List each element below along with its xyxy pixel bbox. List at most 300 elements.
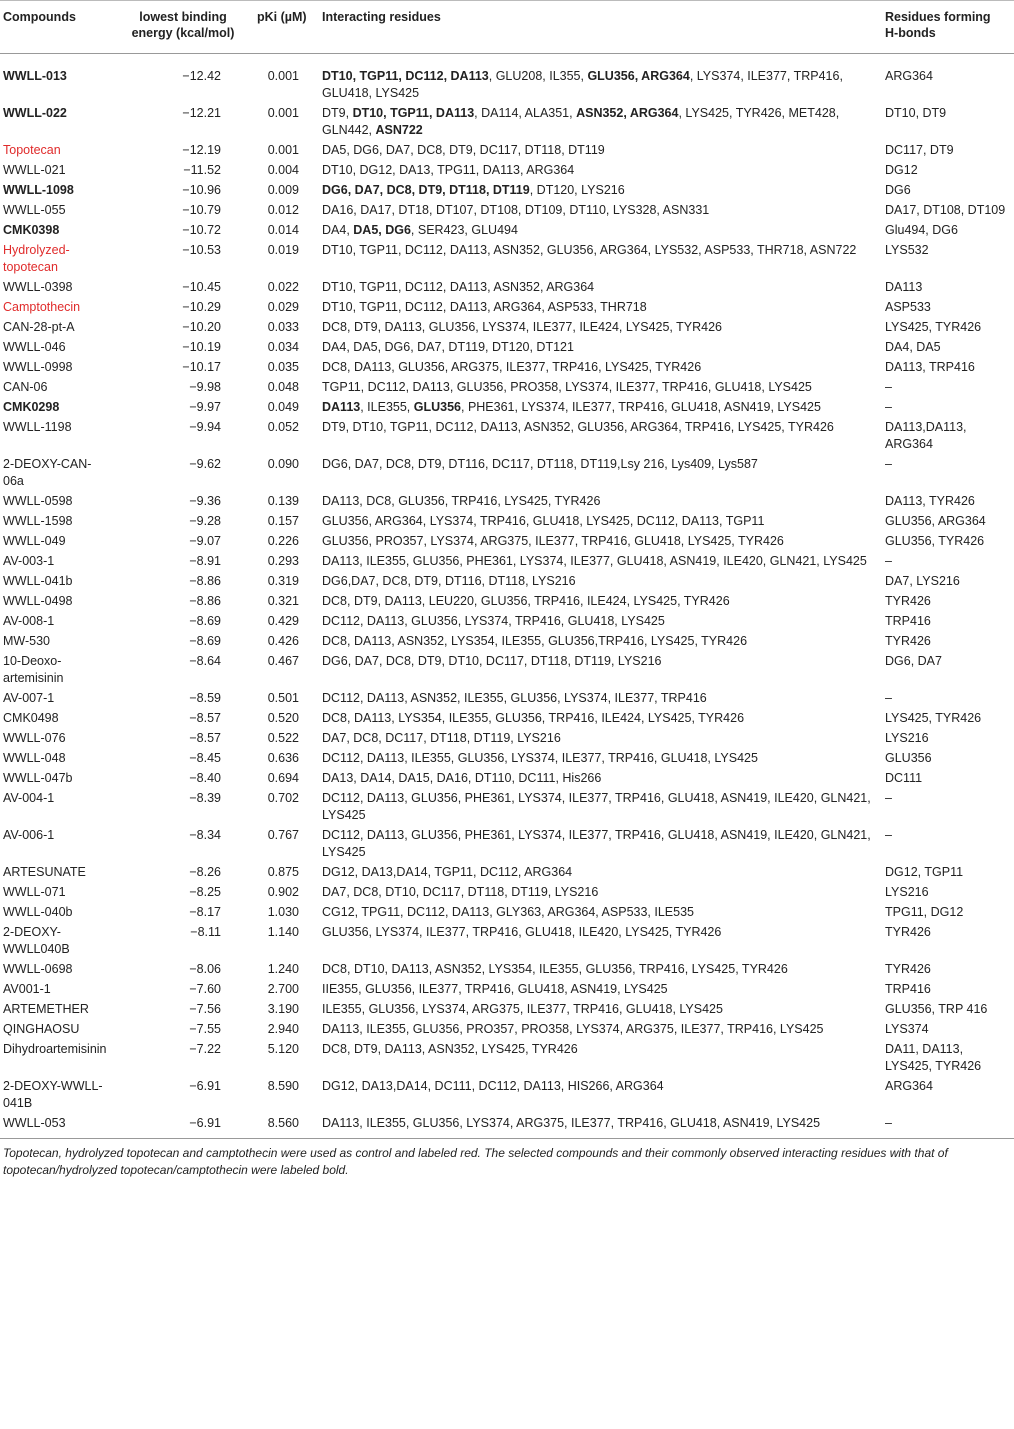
interacting-residues xyxy=(319,199,882,219)
compound-name: WWLL-046 xyxy=(3,340,66,354)
interacting-residues xyxy=(319,239,882,276)
table-row xyxy=(0,881,1014,901)
header-pki: pKi (µM) xyxy=(254,1,319,54)
compound-name: WWLL-0498 xyxy=(3,594,73,608)
pki-value: 0.019 xyxy=(267,243,299,257)
table-header xyxy=(0,1,1014,54)
binding-energy: −7.22 xyxy=(189,1042,221,1056)
binding-energy: −9.28 xyxy=(189,514,221,528)
binding-energy: −8.17 xyxy=(189,905,221,919)
table-row xyxy=(0,1018,1014,1038)
table-row xyxy=(0,590,1014,610)
residue-segment: DC8, DA113, ASN352, LYS354, ILE355, GLU356,TRP416, LYS425, TYR426 xyxy=(322,634,748,648)
pki-value: 0.001 xyxy=(267,106,299,120)
table-row xyxy=(0,219,1014,239)
residue-segment: GLU356, LYS374, ILE377, TRP416, GLU418, ILE420, LYS425, TYR426 xyxy=(322,925,722,939)
table-row xyxy=(0,958,1014,978)
compound-name: WWLL-048 xyxy=(3,751,66,765)
residue-segment: DC112, DA113, GLU356, PHE361, LYS374, ILE377, TRP416, GLU418, ASN419, ILE420, GLN421, LYS425 xyxy=(322,791,871,822)
hbond-residues: DA11, DA113, LYS425, TYR426 xyxy=(885,1042,982,1073)
residue-segment: DT10, TGP11, DC112, DA113, ASN352, ARG364 xyxy=(322,280,595,294)
table-footnote: Topotecan, hydrolyzed topotecan and camptothecin were used as control and labeled red. The selected compounds and their commonly observed interacting residues with that of topotecan/hydrolyzed topotecan/camptothecin were labeled bold. xyxy=(3,1146,948,1177)
residue-segment-bold: ASN352, ARG364 xyxy=(576,106,679,120)
compound-name: CMK0498 xyxy=(3,711,59,725)
residue-segment-bold: DT10, TGP11, DC112, DA113 xyxy=(322,69,489,83)
residue-segment: DC8, DA113, LYS354, ILE355, GLU356, TRP416, ILE424, LYS425, TYR426 xyxy=(322,711,745,725)
binding-energy: −10.53 xyxy=(182,243,221,257)
pki-value: 0.767 xyxy=(267,828,299,842)
interacting-residues xyxy=(319,881,882,901)
compound-name: Topotecan xyxy=(3,143,61,157)
residue-segment: DA113, DC8, GLU356, TRP416, LYS425, TYR426 xyxy=(322,494,601,508)
hbond-residues: LYS532 xyxy=(885,243,929,257)
pki-value: 2.700 xyxy=(267,982,299,996)
interacting-residues xyxy=(319,767,882,787)
interacting-residues xyxy=(319,396,882,416)
residue-segment: , DT120, LYS216 xyxy=(529,183,625,197)
table-row xyxy=(0,396,1014,416)
compound-name: AV-008-1 xyxy=(3,614,55,628)
hbond-residues: – xyxy=(885,400,892,414)
table-body xyxy=(0,54,1014,1139)
compound-name: AV-004-1 xyxy=(3,791,55,805)
table-row xyxy=(0,787,1014,824)
pki-value: 3.190 xyxy=(267,1002,299,1016)
header-compounds: Compounds xyxy=(0,1,112,54)
binding-energy: −10.45 xyxy=(182,280,221,294)
compound-name: WWLL-1198 xyxy=(3,420,72,434)
binding-energy: −8.39 xyxy=(189,791,221,805)
interacting-residues xyxy=(319,356,882,376)
residue-segment: , PHE361, LYS374, ILE377, TRP416, GLU418, ASN419, LYS425 xyxy=(461,400,821,414)
pki-value: 0.319 xyxy=(267,574,299,588)
interacting-residues xyxy=(319,727,882,747)
residue-segment: DT10, DG12, DA13, TPG11, DA113, ARG364 xyxy=(322,163,575,177)
residue-segment: , DA114, ALA351, xyxy=(474,106,577,120)
pki-value: 0.033 xyxy=(267,320,299,334)
binding-energy: −8.34 xyxy=(189,828,221,842)
hbond-residues: DA17, DT108, DT109 xyxy=(885,203,1006,217)
residue-segment: DG6,DA7, DC8, DT9, DT116, DT118, LYS216 xyxy=(322,574,576,588)
residue-segment-bold: GLU356 xyxy=(413,400,461,414)
hbond-residues: – xyxy=(885,828,892,842)
compound-name: Dihydroartemisinin xyxy=(3,1042,107,1056)
interacting-residues xyxy=(319,139,882,159)
hbond-residues: DA113, TYR426 xyxy=(885,494,975,508)
hbond-residues: DT10, DT9 xyxy=(885,106,947,120)
binding-energy: −8.06 xyxy=(189,962,221,976)
hbond-residues: GLU356, ARG364 xyxy=(885,514,986,528)
table-row xyxy=(0,861,1014,881)
hbond-residues: – xyxy=(885,691,892,705)
table-row xyxy=(0,139,1014,159)
table-row xyxy=(0,650,1014,687)
compound-name: Hydrolyzed-topotecan xyxy=(3,243,70,274)
table-row xyxy=(0,1038,1014,1075)
interacting-residues xyxy=(319,707,882,727)
pki-value: 0.052 xyxy=(267,420,299,434)
interacting-residues xyxy=(319,550,882,570)
hbond-residues: LYS374 xyxy=(885,1022,929,1036)
pki-value: 0.035 xyxy=(267,360,299,374)
pki-value: 0.429 xyxy=(267,614,299,628)
interacting-residues xyxy=(319,1018,882,1038)
hbond-residues: DA4, DA5 xyxy=(885,340,941,354)
hbond-residues: GLU356, TYR426 xyxy=(885,534,985,548)
residue-segment-bold: DA5, DG6 xyxy=(353,223,411,237)
binding-energy: −9.36 xyxy=(189,494,221,508)
binding-energy: −7.56 xyxy=(189,1002,221,1016)
pki-value: 0.702 xyxy=(267,791,299,805)
interacting-residues xyxy=(319,179,882,199)
hbond-residues: ARG364 xyxy=(885,69,933,83)
compound-name: QINGHAOSU xyxy=(3,1022,80,1036)
compound-name: AV-007-1 xyxy=(3,691,55,705)
table-row xyxy=(0,921,1014,958)
residue-segment: DC112, DA113, GLU356, LYS374, TRP416, GLU418, LYS425 xyxy=(322,614,665,628)
binding-energy: −12.42 xyxy=(182,69,221,83)
binding-energy: −10.19 xyxy=(182,340,221,354)
residue-segment: TGP11, DC112, DA113, GLU356, PRO358, LYS374, ILE377, TRP416, GLU418, LYS425 xyxy=(322,380,812,394)
interacting-residues xyxy=(319,610,882,630)
residue-segment: DG12, DA13,DA14, TGP11, DC112, ARG364 xyxy=(322,865,573,879)
binding-energy: −6.91 xyxy=(112,1112,254,1139)
table-row xyxy=(0,901,1014,921)
residue-segment: DC8, DT9, DA113, GLU356, LYS374, ILE377, ILE424, LYS425, TYR426 xyxy=(322,320,723,334)
binding-energy: −10.17 xyxy=(182,360,221,374)
pki-value: 0.009 xyxy=(267,183,299,197)
table-row xyxy=(0,687,1014,707)
residue-segment: DG6, DA7, DC8, DT9, DT10, DC117, DT118, DT119, LYS216 xyxy=(322,654,662,668)
pki-value: 0.139 xyxy=(267,494,299,508)
binding-energy: −9.97 xyxy=(189,400,221,414)
hbond-residues: TYR426 xyxy=(885,594,931,608)
hbond-residues: DA113,DA113, ARG364 xyxy=(885,420,967,451)
interacting-residues xyxy=(319,54,882,103)
hbond-residues: DG12, TGP11 xyxy=(885,865,964,879)
pki-value: 0.014 xyxy=(267,223,299,237)
binding-energy: −8.57 xyxy=(189,731,221,745)
table-row xyxy=(0,727,1014,747)
binding-energy: −9.62 xyxy=(189,457,221,471)
table-row xyxy=(0,376,1014,396)
interacting-residues xyxy=(319,570,882,590)
table-row xyxy=(0,102,1014,139)
residue-segment: DC112, DA113, ASN352, ILE355, GLU356, LYS374, ILE377, TRP416 xyxy=(322,691,707,705)
binding-energy: −10.72 xyxy=(182,223,221,237)
hbond-residues: DG12 xyxy=(885,163,918,177)
hbond-residues: DC117, DT9 xyxy=(885,143,954,157)
header-hbond-residues: Residues forming H-bonds xyxy=(882,1,1014,54)
interacting-residues xyxy=(319,978,882,998)
table-row xyxy=(0,630,1014,650)
pki-value: 0.001 xyxy=(267,143,299,157)
residue-segment-bold: GLU356, ARG364 xyxy=(587,69,690,83)
hbond-residues: TYR426 xyxy=(885,925,931,939)
compound-name: ARTEMETHER xyxy=(3,1002,89,1016)
residue-segment: , LYS374, ILE377, TRP416, GLU418, LYS425 xyxy=(322,69,843,100)
residue-segment-bold: ASN722 xyxy=(375,123,423,137)
pki-value: 0.090 xyxy=(267,457,299,471)
binding-energy: −8.11 xyxy=(190,925,221,939)
binding-energy: −8.69 xyxy=(189,634,221,648)
table-row xyxy=(0,453,1014,490)
binding-energy: −10.29 xyxy=(182,300,221,314)
pki-value: 1.140 xyxy=(267,925,299,939)
hbond-residues: ASP533 xyxy=(885,300,931,314)
pki-value: 0.636 xyxy=(267,751,299,765)
hbond-residues: DA113 xyxy=(885,280,923,294)
pki-value: 0.001 xyxy=(267,69,299,83)
residue-segment: DA4, xyxy=(322,223,354,237)
hbond-residues: – xyxy=(885,554,892,568)
residue-segment: DA13, DA14, DA15, DA16, DT110, DC111, His266 xyxy=(322,771,602,785)
interacting-residues xyxy=(319,510,882,530)
binding-energy: −12.21 xyxy=(182,106,221,120)
table-row xyxy=(0,159,1014,179)
compound-name: 2-DEOXY-CAN-06a xyxy=(3,457,92,488)
compound-name: WWLL-0998 xyxy=(3,360,73,374)
compound-name: WWLL-1598 xyxy=(3,514,73,528)
pki-value: 0.029 xyxy=(267,300,299,314)
residue-segment: DT9, DT10, TGP11, DC112, DA113, ASN352, GLU356, ARG364, TRP416, LYS425, TYR426 xyxy=(322,420,834,434)
compound-name: WWLL-0698 xyxy=(3,962,73,976)
interacting-residues xyxy=(319,958,882,978)
binding-energy: −10.96 xyxy=(182,183,221,197)
binding-energy: −12.19 xyxy=(182,143,221,157)
compound-name: WWLL-022 xyxy=(3,106,67,120)
table-row xyxy=(0,1075,1014,1112)
table-row xyxy=(0,747,1014,767)
residue-segment: , GLU208, IL355, xyxy=(488,69,588,83)
binding-energy: −7.60 xyxy=(189,982,221,996)
binding-energy: −8.45 xyxy=(189,751,221,765)
hbond-residues: GLU356 xyxy=(885,751,932,765)
hbond-residues: DG6 xyxy=(885,183,911,197)
pki-value: 0.293 xyxy=(267,554,299,568)
residue-segment: GLU356, ARG364, LYS374, TRP416, GLU418, LYS425, DC112, DA113, TGP11 xyxy=(322,514,765,528)
hbond-residues: LYS216 xyxy=(885,731,929,745)
hbond-residues: TYR426 xyxy=(885,962,931,976)
binding-energy: −7.55 xyxy=(189,1022,221,1036)
compound-name: CAN-06 xyxy=(3,380,48,394)
header-interacting-residues: Interacting residues xyxy=(319,1,882,54)
compound-name: AV001-1 xyxy=(3,982,51,996)
pki-value: 0.321 xyxy=(267,594,299,608)
interacting-residues xyxy=(319,1075,882,1112)
residue-segment: CG12, TPG11, DC112, DA113, GLY363, ARG364, ASP533, ILE535 xyxy=(322,905,694,919)
residue-segment: DA5, DG6, DA7, DC8, DT9, DC117, DT118, DT119 xyxy=(322,143,605,157)
residue-segment: DA113, ILE355, GLU356, PHE361, LYS374, ILE377, GLU418, ASN419, ILE420, GLN421, LYS425 xyxy=(322,554,867,568)
binding-energy: −8.69 xyxy=(189,614,221,628)
residue-segment: DC8, DA113, GLU356, ARG375, ILE377, TRP416, LYS425, TYR426 xyxy=(322,360,702,374)
compound-name: CMK0398 xyxy=(3,223,60,237)
compound-name: 10-Deoxo-artemisinin xyxy=(3,654,64,685)
binding-energy: −8.57 xyxy=(189,711,221,725)
residue-segment: GLU356, PRO357, LYS374, ARG375, ILE377, TRP416, GLU418, LYS425, TYR426 xyxy=(322,534,784,548)
binding-energy: −11.52 xyxy=(183,163,221,177)
compound-name: CMK0298 xyxy=(3,400,60,414)
interacting-residues xyxy=(319,787,882,824)
table-row xyxy=(0,767,1014,787)
hbond-residues: LYS425, TYR426 xyxy=(885,320,982,334)
table-row xyxy=(0,530,1014,550)
compound-name: WWLL-053 xyxy=(0,1112,112,1139)
residue-segment-bold: DT10, TGP11, DA113 xyxy=(352,106,475,120)
pki-value: 8.560 xyxy=(254,1112,319,1139)
hbond-residues: LYS216 xyxy=(885,885,929,899)
interacting-residues xyxy=(319,102,882,139)
residue-segment: DC8, DT10, DA113, ASN352, LYS354, ILE355, GLU356, TRP416, LYS425, TYR426 xyxy=(322,962,788,976)
hbond-residues: GLU356, TRP 416 xyxy=(885,1002,988,1016)
binding-energy: −9.94 xyxy=(189,420,221,434)
interacting-residues xyxy=(319,687,882,707)
pki-value: 0.522 xyxy=(267,731,299,745)
compound-name: Camptothecin xyxy=(3,300,81,314)
table-row xyxy=(0,510,1014,530)
compound-name: WWLL-040b xyxy=(3,905,73,919)
compound-name: AV-006-1 xyxy=(3,828,55,842)
residue-segment: , ILE355, xyxy=(360,400,414,414)
pki-value: 0.049 xyxy=(267,400,299,414)
header-binding-energy: lowest binding energy (kcal/mol) xyxy=(112,1,254,54)
interacting-residues xyxy=(319,1112,882,1139)
compound-name: WWLL-0398 xyxy=(3,280,73,294)
compound-name: AV-003-1 xyxy=(3,554,55,568)
interacting-residues xyxy=(319,650,882,687)
hbond-residues: – xyxy=(885,791,892,805)
hbond-residues: LYS425, TYR426 xyxy=(885,711,982,725)
binding-energy: −8.86 xyxy=(189,594,221,608)
table-row xyxy=(0,296,1014,316)
pki-value: 0.694 xyxy=(267,771,299,785)
residue-segment: DC8, DT9, DA113, ASN352, LYS425, TYR426 xyxy=(322,1042,578,1056)
table-row xyxy=(0,239,1014,276)
interacting-residues xyxy=(319,901,882,921)
residue-segment: DC8, DT9, DA113, LEU220, GLU356, TRP416, ILE424, LYS425, TYR426 xyxy=(322,594,730,608)
pki-value: 0.520 xyxy=(267,711,299,725)
interacting-residues xyxy=(319,490,882,510)
table-row xyxy=(0,336,1014,356)
interacting-residues xyxy=(319,530,882,550)
compound-name: WWLL-041b xyxy=(3,574,73,588)
compound-name: WWLL-021 xyxy=(3,163,66,177)
interacting-residues xyxy=(319,921,882,958)
residue-segment: , SER423, GLU494 xyxy=(410,223,518,237)
compound-name: WWLL-1098 xyxy=(3,183,74,197)
table-row xyxy=(0,707,1014,727)
pki-value: 1.030 xyxy=(267,905,299,919)
binding-energy: −9.07 xyxy=(189,534,221,548)
residue-segment: DA7, DC8, DT10, DC117, DT118, DT119, LYS216 xyxy=(322,885,599,899)
residue-segment: DT10, TGP11, DC112, DA113, ARG364, ASP533, THR718 xyxy=(322,300,647,314)
table-row xyxy=(0,490,1014,510)
table-row xyxy=(0,570,1014,590)
interacting-residues xyxy=(319,747,882,767)
table-row xyxy=(0,978,1014,998)
table-row xyxy=(0,316,1014,336)
table-row xyxy=(0,276,1014,296)
residue-segment: DT9, xyxy=(322,106,353,120)
interacting-residues xyxy=(319,276,882,296)
hbond-residues: – xyxy=(885,380,892,394)
interacting-residues xyxy=(319,159,882,179)
hbond-residues: TYR426 xyxy=(885,634,931,648)
residue-segment: DA7, DC8, DC117, DT118, DT119, LYS216 xyxy=(322,731,561,745)
interacting-residues xyxy=(319,219,882,239)
residue-segment: DA16, DA17, DT18, DT107, DT108, DT109, DT110, LYS328, ASN331 xyxy=(322,203,710,217)
hbond-residues: ARG364 xyxy=(885,1079,933,1093)
pki-value: 0.902 xyxy=(267,885,299,899)
residue-segment: DC112, DA113, GLU356, PHE361, LYS374, ILE377, TRP416, GLU418, ASN419, ILE420, GLN421, LYS425 xyxy=(322,828,871,859)
binding-energy: −10.20 xyxy=(182,320,221,334)
compound-name: 2-DEOXY-WWLL040B xyxy=(3,925,70,956)
hbond-residues: DC111 xyxy=(885,771,923,785)
binding-energy: −8.64 xyxy=(189,654,221,668)
residue-segment: , LYS425, TYR426, MET428, GLN442, xyxy=(322,106,840,137)
pki-value: 0.501 xyxy=(267,691,299,705)
hbond-residues: – xyxy=(882,1112,1014,1139)
residue-segment-bold: DA113 xyxy=(322,400,361,414)
table-row xyxy=(0,54,1014,103)
residue-segment: DA113, ILE355, GLU356, PRO357, PRO358, LYS374, ARG375, ILE377, TRP416, LYS425 xyxy=(322,1022,824,1036)
table-row xyxy=(0,179,1014,199)
interacting-residues xyxy=(319,416,882,453)
hbond-residues: TRP416 xyxy=(885,982,931,996)
residue-segment: DG6, DA7, DC8, DT9, DT116, DC117, DT118, DT119,Lsy 216, Lys409, Lys587 xyxy=(322,457,758,471)
pki-value: 2.940 xyxy=(267,1022,299,1036)
pki-value: 0.875 xyxy=(267,865,299,879)
table-row xyxy=(0,610,1014,630)
compound-name: WWLL-049 xyxy=(3,534,66,548)
binding-energy: −8.26 xyxy=(189,865,221,879)
interacting-residues xyxy=(319,1038,882,1075)
pki-value: 8.590 xyxy=(267,1079,299,1093)
interacting-residues xyxy=(319,998,882,1018)
residue-segment: DC112, DA113, ILE355, GLU356, LYS374, ILE377, TRP416, GLU418, LYS425 xyxy=(322,751,758,765)
pki-value: 0.004 xyxy=(267,163,299,177)
interacting-residues xyxy=(319,453,882,490)
compound-name: MW-530 xyxy=(3,634,51,648)
residue-segment: DA4, DA5, DG6, DA7, DT119, DT120, DT121 xyxy=(322,340,574,354)
pki-value: 0.022 xyxy=(267,280,299,294)
compound-name: CAN-28-pt-A xyxy=(3,320,75,334)
hbond-residues: DA7, LYS216 xyxy=(885,574,960,588)
table-row xyxy=(0,416,1014,453)
interacting-residues xyxy=(319,316,882,336)
table-row xyxy=(0,550,1014,570)
residue-segment: DG12, DA13,DA14, DC111, DC112, DA113, HIS266, ARG364 xyxy=(322,1079,664,1093)
residue-segment-bold: DG6, DA7, DC8, DT9, DT118, DT119 xyxy=(322,183,530,197)
table-row xyxy=(0,824,1014,861)
binding-energy: −8.91 xyxy=(189,554,221,568)
table-row xyxy=(0,356,1014,376)
residue-segment: ILE355, GLU356, LYS374, ARG375, ILE377, TRP416, GLU418, LYS425 xyxy=(322,1002,723,1016)
compound-name: WWLL-013 xyxy=(3,69,67,83)
table-row xyxy=(0,998,1014,1018)
compound-name: WWLL-0598 xyxy=(3,494,73,508)
compound-name: WWLL-055 xyxy=(3,203,66,217)
compound-name: 2-DEOXY-WWLL-041B xyxy=(3,1079,103,1110)
residue-segment: DA113, ILE355, GLU356, LYS374, ARG375, ILE377, TRP416, GLU418, ASN419, LYS425 xyxy=(322,1116,821,1130)
pki-value: 0.467 xyxy=(267,654,299,668)
binding-energy: −8.59 xyxy=(189,691,221,705)
pki-value: 5.120 xyxy=(267,1042,299,1056)
interacting-residues xyxy=(319,296,882,316)
hbond-residues: TPG11, DG12 xyxy=(885,905,964,919)
compound-name: WWLL-071 xyxy=(3,885,66,899)
residue-segment: IIE355, GLU356, ILE377, TRP416, GLU418, ASN419, LYS425 xyxy=(322,982,668,996)
